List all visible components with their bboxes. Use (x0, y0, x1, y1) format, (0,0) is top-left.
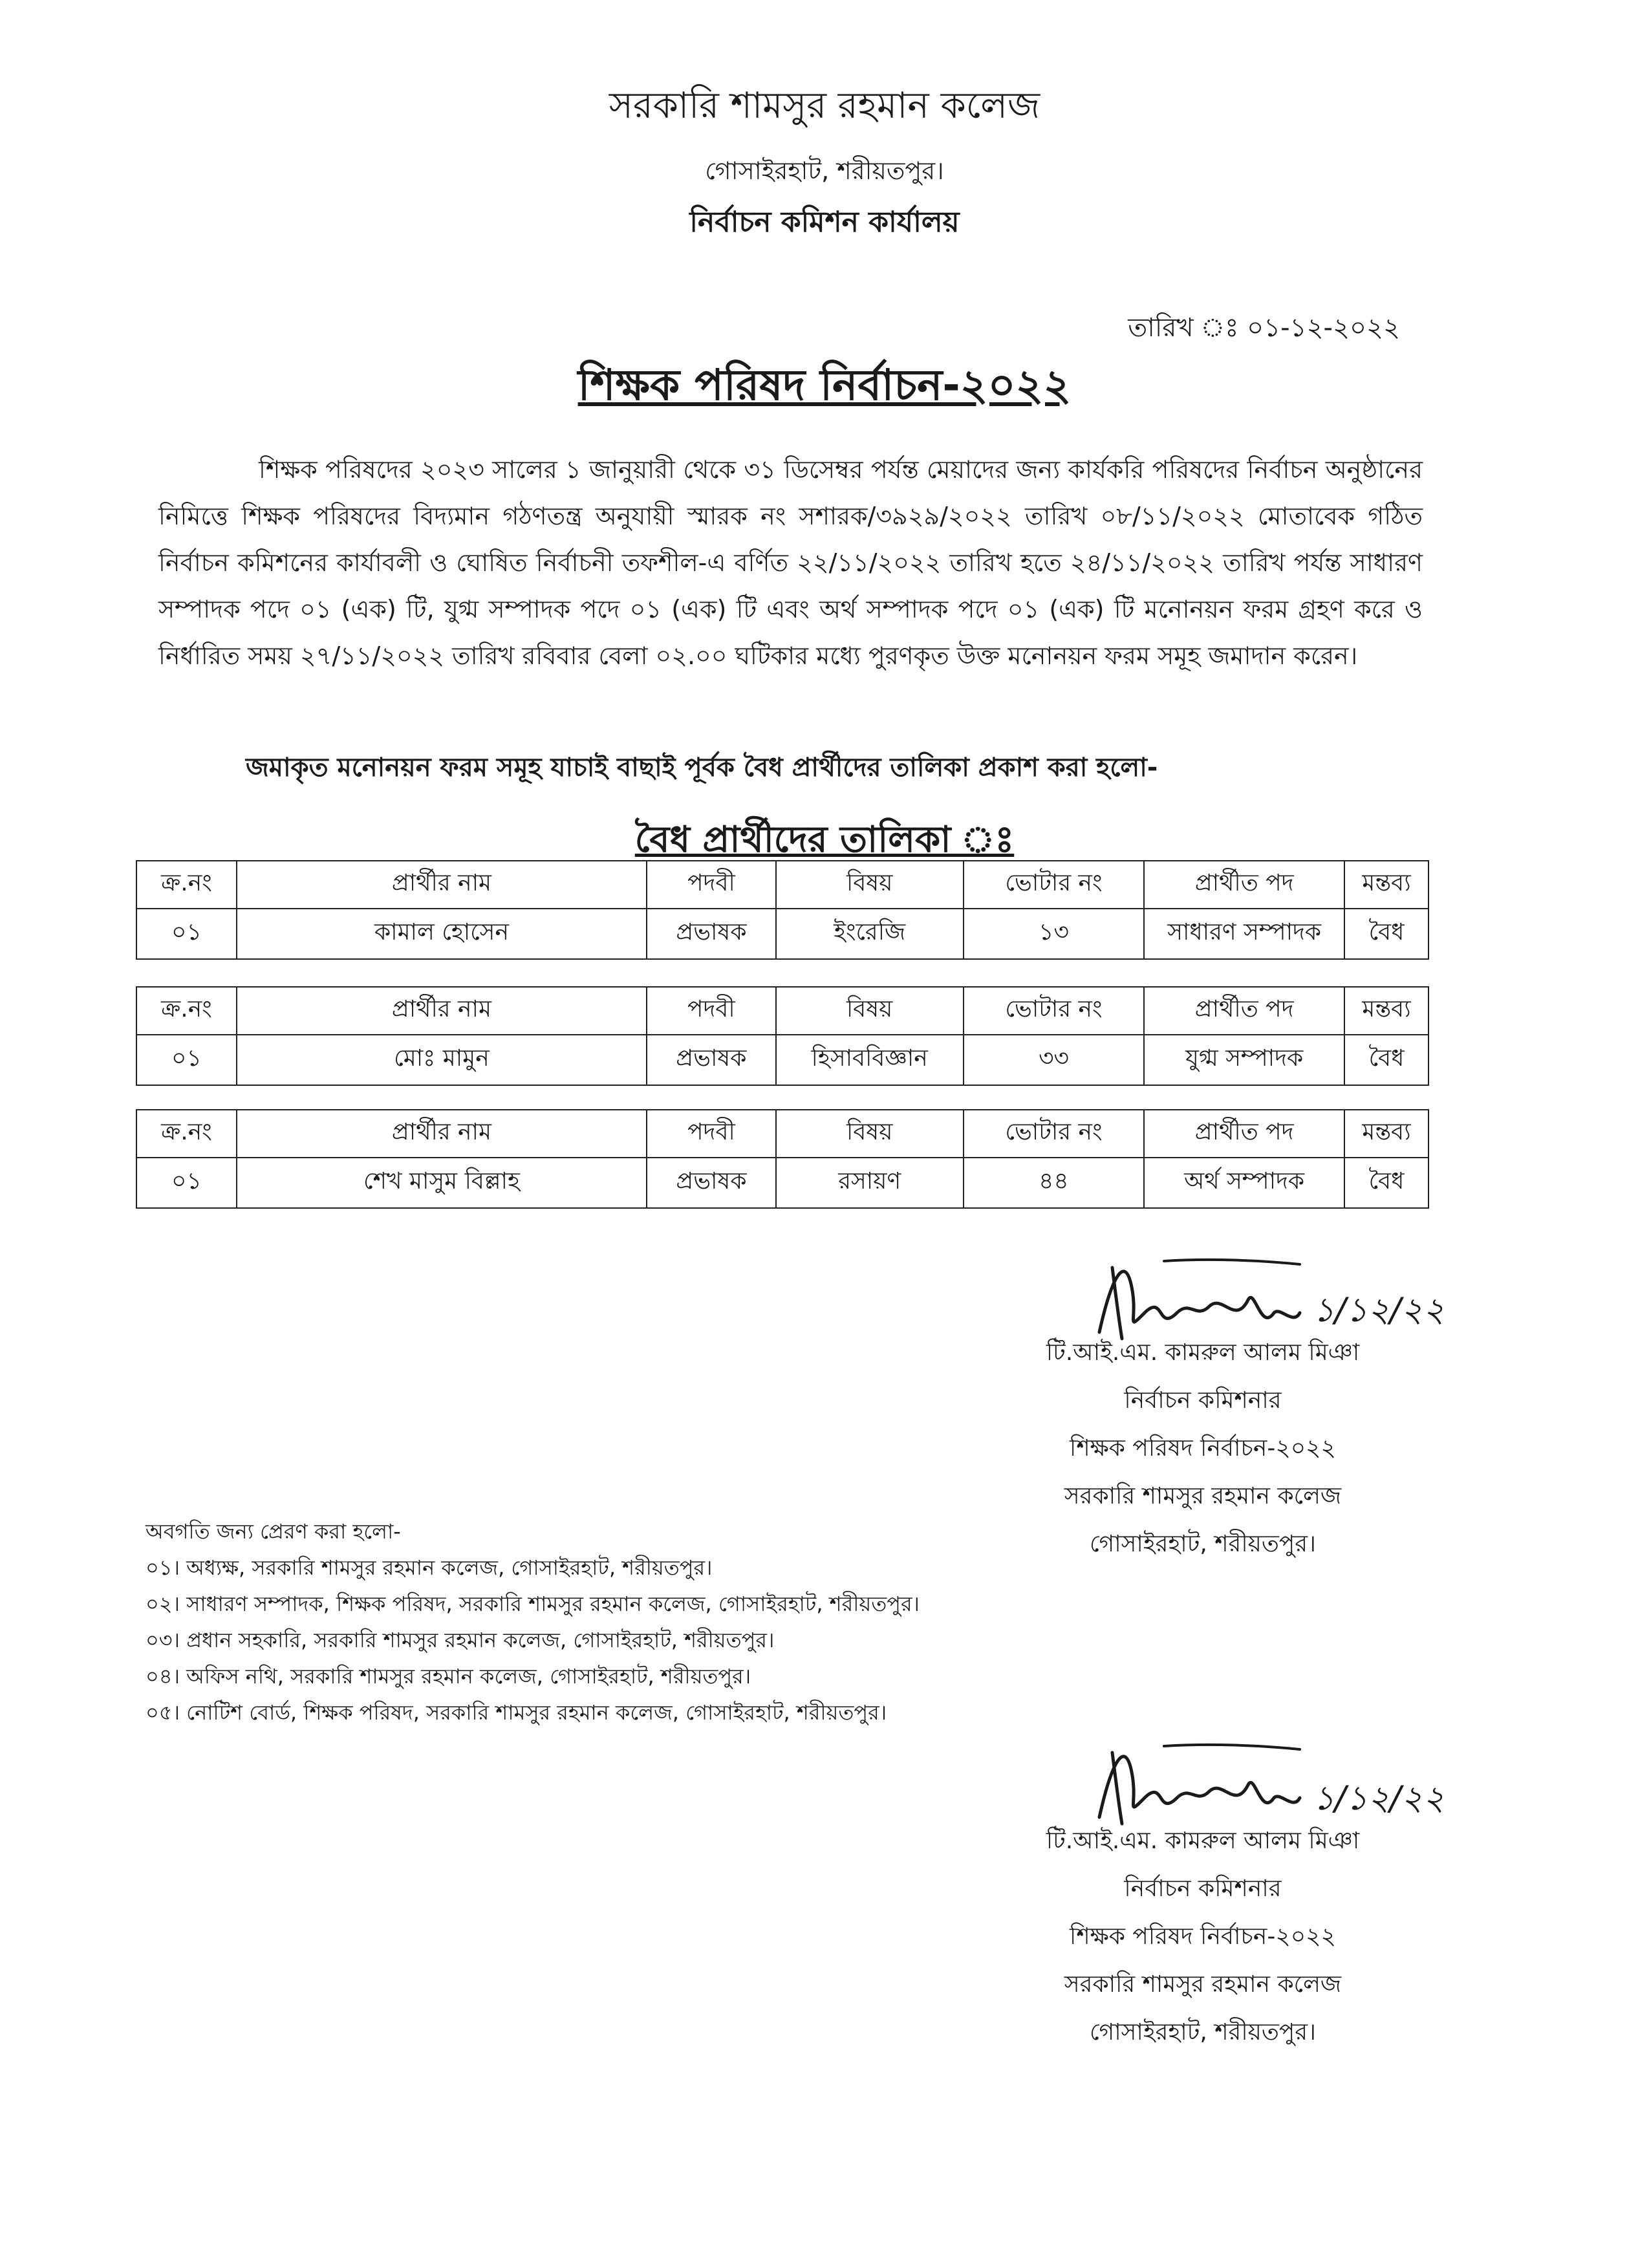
cell-candidate-name: কামাল হোসেন (237, 909, 647, 959)
cell-serial: ০১ (136, 1035, 237, 1085)
col-voter-no: ভোটার নং (964, 987, 1145, 1035)
college-address: গোসাইরহাট, শরীয়তপুর। (705, 157, 944, 185)
signatory-name: টি.আই.এম. কামরুল আলম মিঞা (1046, 1828, 1360, 1854)
signatory-college: সরকারি শামসুর রহমান কলেজ (1064, 1971, 1342, 1998)
table-header-row (136, 1110, 1428, 1158)
col-designation: পদবী (647, 987, 776, 1035)
col-position: প্রার্থীত পদ (1144, 987, 1344, 1035)
document-date: তারিখ ঃ ০১-১২-২০২২ (1128, 313, 1400, 343)
cell-position: সাধারণ সম্পাদক (1144, 909, 1344, 959)
distribution-item: ০৩। প্রধান সহকারি, সরকারি শামসুর রহমান কলেজ, গোসাইরহাট, শরীয়তপুর। (146, 1628, 775, 1652)
cell-voter-no: ১৩ (964, 909, 1145, 959)
col-designation: পদবী (647, 1110, 776, 1158)
cell-remarks: বৈধ (1344, 909, 1428, 959)
distribution-heading: অবগতি জন্য প্রেরণ করা হলো- (146, 1519, 401, 1544)
col-position: প্রার্থীত পদ (1144, 1110, 1344, 1158)
cell-position: যুগ্ম সম্পাদক (1144, 1035, 1344, 1085)
col-remarks: মন্তব্য (1344, 987, 1428, 1035)
distribution-item: ০৫। নোটিশ বোর্ড, শিক্ষক পরিষদ, সরকারি শামসুর রহমান কলেজ, গোসাইরহাট, শরীয়তপুর। (146, 1700, 887, 1725)
office-name: নির্বাচন কমিশন কার্যালয় (689, 206, 960, 239)
cell-subject: ইংরেজি (776, 909, 964, 959)
cell-designation: প্রভাষক (647, 909, 776, 959)
cell-serial: ০১ (136, 1158, 237, 1208)
valid-candidates-title: বৈধ প্রার্থীদের তালিকা ঃ (634, 819, 1015, 861)
table-row (136, 1035, 1428, 1085)
candidate-table-general-secretary (136, 860, 1429, 960)
cell-voter-no: ৩৩ (964, 1035, 1145, 1085)
signatory-designation: নির্বাচন কমিশনার (1124, 1387, 1282, 1414)
cell-position: অর্থ সম্পাদক (1144, 1158, 1344, 1208)
signature-block (1022, 1817, 1384, 2057)
signature-block (1022, 1329, 1384, 1568)
body-paragraph: শিক্ষক পরিষদের ২০২৩ সালের ১ জানুয়ারী থেকে ৩১ ডিসেম্বর পর্যন্ত মেয়াদের জন্য কার্যকরি পরিষদের নির্বাচন অনুষ্ঠানের নিমিত্তে শিক্ষক পরিষদের বিদ্যমান গঠণতন্ত্র অনুযায়ী স্মারক নং সশারক/৩৯২৯/২০২২ তারিখ ০৮/১১/২০২২ মোতাবেক গঠিত নির্বাচন কমিশনের কার্যাবলী ও ঘোষিত নির্বাচনী তফশীল-এ বর্ণিত ২২/১১/২০২২ তারিখ হতে ২৪/১১/২০২২ তারিখ পর্যন্ত সাধারণ সম্পাদক পদে ০১ (এক) টি, যুগ্ম সম্পাদক পদে ০১ (এক) টি এবং অর্থ সম্পাদক পদে ০১ (এক) টি মনোনয়ন ফরম গ্রহণ করে ও নির্ধারিত সময় ২৭/১১/২০২২ তারিখ রবিবার বেলা ০২.০০ ঘটিকার মধ্যে পুরণকৃত উক্ত মনোনয়ন ফরম সমূহ জমাদান করেন। (158, 455, 1423, 670)
signatory-college: সরকারি শামসুর রহমান কলেজ (1064, 1483, 1342, 1509)
candidate-table-finance-secretary (136, 1109, 1429, 1209)
col-subject: বিষয় (776, 987, 964, 1035)
college-name: সরকারি শামসুর রহমান কলেজ (609, 85, 1040, 127)
cell-candidate-name: শেখ মাসুম বিল্লাহ (237, 1158, 647, 1208)
table-header-row (136, 861, 1428, 909)
signature-date: ১/১২/২২ (1313, 1779, 1445, 1818)
col-subject: বিষয় (776, 861, 964, 909)
cell-designation: প্রভাষক (647, 1035, 776, 1085)
col-designation: পদবী (647, 861, 776, 909)
table-row (136, 909, 1428, 959)
signatory-address: গোসাইরহাট, শরীয়তপুর। (1090, 1531, 1316, 1557)
cell-remarks: বৈধ (1344, 1158, 1428, 1208)
col-position: প্রার্থীত পদ (1144, 861, 1344, 909)
cell-designation: প্রভাষক (647, 1158, 776, 1208)
col-voter-no: ভোটার নং (964, 861, 1145, 909)
col-serial: ক্র.নং (136, 861, 237, 909)
cell-voter-no: ৪৪ (964, 1158, 1145, 1208)
distribution-list (146, 1513, 920, 1731)
cell-subject: হিসাববিজ্ঞান (776, 1035, 964, 1085)
signatory-committee: শিক্ষক পরিষদ নির্বাচন-২০২২ (1070, 1923, 1336, 1950)
document-title: শিক্ষক পরিষদ নির্বাচন-২০২২ (577, 360, 1072, 410)
col-candidate-name: প্রার্থীর নাম (237, 861, 647, 909)
distribution-item: ০৪। অফিস নথি, সরকারি শামসুর রহমান কলেজ, গোসাইরহাট, শরীয়তপুর। (146, 1664, 751, 1689)
table-header-row (136, 987, 1428, 1035)
signatory-name: টি.আই.এম. কামরুল আলম মিঞা (1046, 1339, 1360, 1366)
signatory-designation: নির্বাচন কমিশনার (1124, 1875, 1282, 1902)
cell-remarks: বৈধ (1344, 1035, 1428, 1085)
col-subject: বিষয় (776, 1110, 964, 1158)
table-row (136, 1158, 1428, 1208)
signatory-address: গোসাইরহাট, শরীয়তপুর। (1090, 2019, 1316, 2046)
col-serial: ক্র.নং (136, 987, 237, 1035)
col-remarks: মন্তব্য (1344, 861, 1428, 909)
col-candidate-name: প্রার্থীর নাম (237, 987, 647, 1035)
candidate-table-joint-secretary (136, 986, 1429, 1086)
col-serial: ক্র.নং (136, 1110, 237, 1158)
col-voter-no: ভোটার নং (964, 1110, 1145, 1158)
cell-serial: ০১ (136, 909, 237, 959)
notice-line: জমাকৃত মনোনয়ন ফরম সমূহ যাচাই বাছাই পূর্বক বৈধ প্রার্থীদের তালিকা প্রকাশ করা হলো- (246, 753, 1158, 783)
cell-candidate-name: মোঃ মামুন (237, 1035, 647, 1085)
col-remarks: মন্তব্য (1344, 1110, 1428, 1158)
distribution-item: ০১। অধ্যক্ষ, সরকারি শামসুর রহমান কলেজ, গোসাইরহাট, শরীয়তপুর। (146, 1555, 713, 1580)
cell-subject: রসায়ণ (776, 1158, 964, 1208)
col-candidate-name: প্রার্থীর নাম (237, 1110, 647, 1158)
distribution-item: ০২। সাধারণ সম্পাদক, শিক্ষক পরিষদ, সরকারি শামসুর রহমান কলেজ, গোসাইরহাট, শরীয়তপুর। (146, 1592, 920, 1616)
signature-date: ১/১২/২২ (1313, 1291, 1445, 1330)
signatory-committee: শিক্ষক পরিষদ নির্বাচন-২০২২ (1070, 1435, 1336, 1462)
